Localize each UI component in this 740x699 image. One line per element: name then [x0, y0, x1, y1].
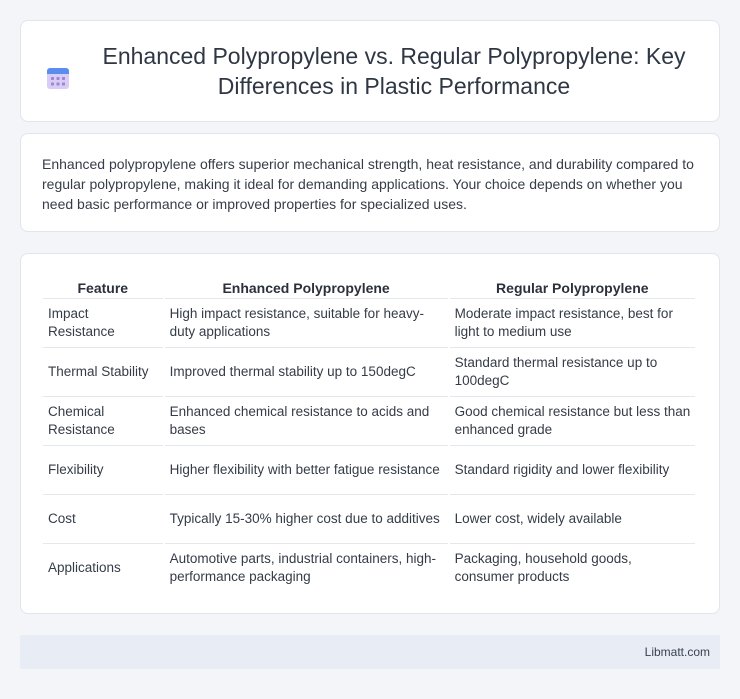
cell-feature: Impact Resistance — [43, 298, 163, 347]
title-wrap — [45, 41, 695, 101]
page-title: Enhanced Polypropylene vs. Regular Polypropylene: Key Differences in Plastic Performance — [102, 43, 686, 99]
cell-enhanced: High impact resistance, suitable for heavy-duty applications — [165, 298, 448, 347]
header-feature: Feature — [77, 280, 129, 296]
table-row — [43, 347, 695, 396]
table-row — [43, 445, 695, 494]
cell-enhanced: Improved thermal stability up to 150degC — [165, 347, 448, 396]
table-row — [43, 298, 695, 347]
table-row — [43, 543, 695, 592]
cell-regular: Moderate impact resistance, best for light to medium use — [450, 298, 695, 347]
cell-regular: Standard rigidity and lower flexibility — [450, 445, 695, 494]
header-enhanced: Enhanced Polypropylene — [222, 280, 390, 296]
title-card — [20, 20, 720, 122]
cell-enhanced: Automotive parts, industrial containers, high-performance packaging — [165, 543, 448, 592]
table-header-row — [43, 276, 695, 298]
cell-feature: Thermal Stability — [43, 347, 163, 396]
intro-text: Enhanced polypropylene offers superior mechanical strength, heat resistance, and durability compared to regular polypropylene, making it ideal for demanding applications. Your choice depends on whether you need basic performance or improved properties for specialized uses. — [42, 156, 694, 212]
cell-regular: Packaging, household goods, consumer products — [450, 543, 695, 592]
table-row — [43, 396, 695, 445]
cell-feature: Cost — [43, 494, 163, 543]
header-regular: Regular Polypropylene — [496, 280, 649, 296]
cell-feature: Applications — [43, 543, 163, 592]
comparison-table-card — [20, 253, 720, 614]
intro-card — [20, 133, 720, 232]
cell-regular: Standard thermal resistance up to 100degC — [450, 347, 695, 396]
table-row — [43, 494, 695, 543]
comparison-table — [41, 276, 697, 592]
calendar-icon — [45, 65, 71, 91]
cell-feature: Chemical Resistance — [43, 396, 163, 445]
footer-site-link[interactable]: Libmatt.com — [644, 645, 710, 659]
cell-feature: Flexibility — [43, 445, 163, 494]
cell-enhanced: Enhanced chemical resistance to acids and bases — [165, 396, 448, 445]
footer — [20, 635, 720, 669]
cell-regular: Good chemical resistance but less than enhanced grade — [450, 396, 695, 445]
cell-enhanced: Higher flexibility with better fatigue resistance — [165, 445, 448, 494]
cell-regular: Lower cost, widely available — [450, 494, 695, 543]
cell-enhanced: Typically 15-30% higher cost due to additives — [165, 494, 448, 543]
